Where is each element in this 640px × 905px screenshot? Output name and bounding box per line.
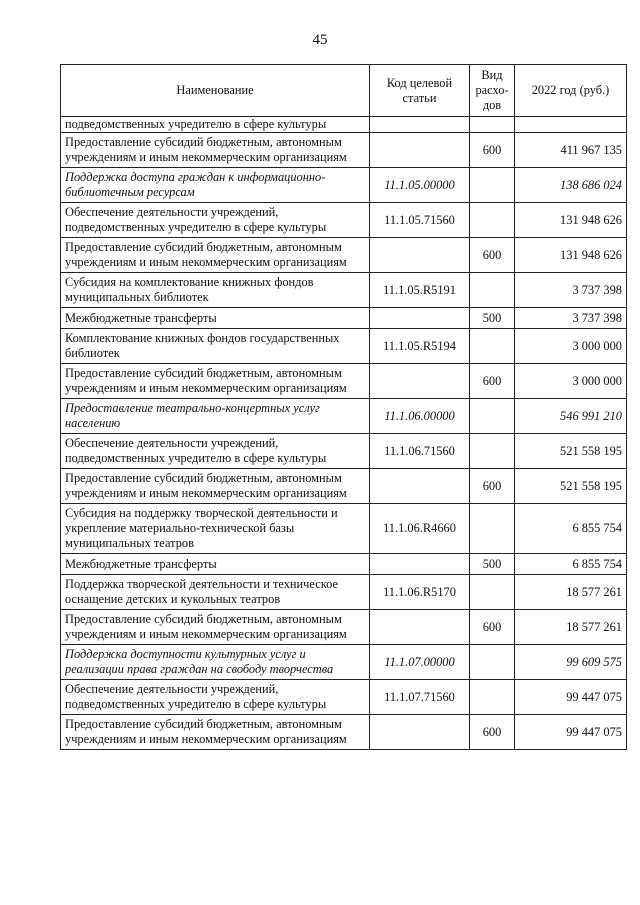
table-row: [61, 399, 627, 434]
table-row: [61, 308, 627, 329]
row-amount: 546 991 210: [515, 399, 627, 434]
row-expense-kind: [470, 203, 515, 238]
row-expense-kind: [470, 273, 515, 308]
row-amount: 3 000 000: [515, 329, 627, 364]
row-amount: 131 948 626: [515, 238, 627, 273]
table-row: [61, 575, 627, 610]
row-code: 11.1.06.00000: [370, 399, 470, 434]
row-expense-kind: [470, 575, 515, 610]
row-name: Обеспечение деятельности учреждений, подведомственных учредителю в сфере культуры: [61, 680, 370, 715]
row-name: Предоставление театрально-концертных услуг населению: [61, 399, 370, 434]
row-code: 11.1.06.R5170: [370, 575, 470, 610]
table-row: [61, 364, 627, 399]
row-amount: 411 967 135: [515, 133, 627, 168]
row-name: Предоставление субсидий бюджетным, автономным учреждениям и иным некоммерческим организациям: [61, 715, 370, 750]
row-code: [370, 364, 470, 399]
row-code: [370, 554, 470, 575]
row-expense-kind: 600: [470, 238, 515, 273]
row-expense-kind: [470, 645, 515, 680]
table-row: [61, 133, 627, 168]
row-code: 11.1.07.71560: [370, 680, 470, 715]
table-header-row: [61, 65, 627, 117]
table-row: [61, 434, 627, 469]
row-amount: 521 558 195: [515, 434, 627, 469]
header-name: Наименование: [61, 65, 370, 117]
table-row: [61, 504, 627, 554]
row-expense-kind: 600: [470, 133, 515, 168]
row-code: [370, 117, 470, 133]
row-amount: 18 577 261: [515, 610, 627, 645]
row-name: Субсидия на поддержку творческой деятельности и укрепление материально-технической базы муниципальных театров: [61, 504, 370, 554]
row-code: [370, 308, 470, 329]
row-amount: 6 855 754: [515, 504, 627, 554]
row-name: Поддержка доступности культурных услуг и реализации права граждан на свободу творчества: [61, 645, 370, 680]
row-amount: 6 855 754: [515, 554, 627, 575]
table-row: [61, 469, 627, 504]
row-expense-kind: 600: [470, 469, 515, 504]
row-amount: 521 558 195: [515, 469, 627, 504]
row-name: Предоставление субсидий бюджетным, автономным учреждениям и иным некоммерческим организациям: [61, 364, 370, 399]
row-name: Предоставление субсидий бюджетным, автономным учреждениям и иным некоммерческим организациям: [61, 238, 370, 273]
table-row: [61, 238, 627, 273]
row-name: подведомственных учредителю в сфере культуры: [61, 117, 370, 133]
page-number: 45: [312, 32, 328, 48]
row-code: [370, 715, 470, 750]
row-code: 11.1.06.71560: [370, 434, 470, 469]
row-code: [370, 610, 470, 645]
table-row: [61, 117, 627, 133]
row-name: Поддержка доступа граждан к информационно-библиотечным ресурсам: [61, 168, 370, 203]
row-code: 11.1.06.R4660: [370, 504, 470, 554]
row-name: Предоставление субсидий бюджетным, автономным учреждениям и иным некоммерческим организациям: [61, 469, 370, 504]
row-name: Предоставление субсидий бюджетным, автономным учреждениям и иным некоммерческим организациям: [61, 610, 370, 645]
row-code: 11.1.05.R5194: [370, 329, 470, 364]
row-code: [370, 238, 470, 273]
table-row: [61, 273, 627, 308]
row-expense-kind: 600: [470, 715, 515, 750]
row-amount: 138 686 024: [515, 168, 627, 203]
row-name: Поддержка творческой деятельности и техническое оснащение детских и кукольных театров: [61, 575, 370, 610]
table-row: [61, 203, 627, 238]
row-expense-kind: [470, 399, 515, 434]
table-body: [61, 117, 627, 750]
row-code: 11.1.07.00000: [370, 645, 470, 680]
header-code: Код целевой статьи: [370, 65, 470, 117]
row-name: Предоставление субсидий бюджетным, автономным учреждениям и иным некоммерческим организациям: [61, 133, 370, 168]
table-row: [61, 610, 627, 645]
table-row: [61, 168, 627, 203]
row-name: Обеспечение деятельности учреждений, подведомственных учредителю в сфере культуры: [61, 203, 370, 238]
row-code: [370, 469, 470, 504]
row-amount: 99 447 075: [515, 680, 627, 715]
row-expense-kind: [470, 168, 515, 203]
row-name: Межбюджетные трансферты: [61, 554, 370, 575]
row-expense-kind: [470, 117, 515, 133]
row-amount: 3 737 398: [515, 273, 627, 308]
row-name: Комплектование книжных фондов государственных библиотек: [61, 329, 370, 364]
row-expense-kind: 600: [470, 610, 515, 645]
header-kind: Вид расхо-дов: [470, 65, 515, 117]
table-row: [61, 645, 627, 680]
row-expense-kind: [470, 434, 515, 469]
row-amount: 3 737 398: [515, 308, 627, 329]
row-amount: 18 577 261: [515, 575, 627, 610]
row-expense-kind: [470, 680, 515, 715]
row-name: Межбюджетные трансферты: [61, 308, 370, 329]
table-row: [61, 554, 627, 575]
row-name: Обеспечение деятельности учреждений, подведомственных учредителю в сфере культуры: [61, 434, 370, 469]
row-code: 11.1.05.R5191: [370, 273, 470, 308]
table-row: [61, 715, 627, 750]
row-name: Субсидия на комплектование книжных фондов муниципальных библиотек: [61, 273, 370, 308]
row-amount: 99 609 575: [515, 645, 627, 680]
row-code: 11.1.05.71560: [370, 203, 470, 238]
table-row: [61, 329, 627, 364]
table-row: [61, 680, 627, 715]
row-amount: [515, 117, 627, 133]
row-expense-kind: 500: [470, 554, 515, 575]
row-amount: 3 000 000: [515, 364, 627, 399]
row-expense-kind: 600: [470, 364, 515, 399]
row-code: 11.1.05.00000: [370, 168, 470, 203]
row-expense-kind: 500: [470, 308, 515, 329]
header-sum: 2022 год (руб.): [515, 65, 627, 117]
row-code: [370, 133, 470, 168]
budget-table: [60, 64, 627, 750]
row-expense-kind: [470, 504, 515, 554]
row-expense-kind: [470, 329, 515, 364]
row-amount: 131 948 626: [515, 203, 627, 238]
row-amount: 99 447 075: [515, 715, 627, 750]
